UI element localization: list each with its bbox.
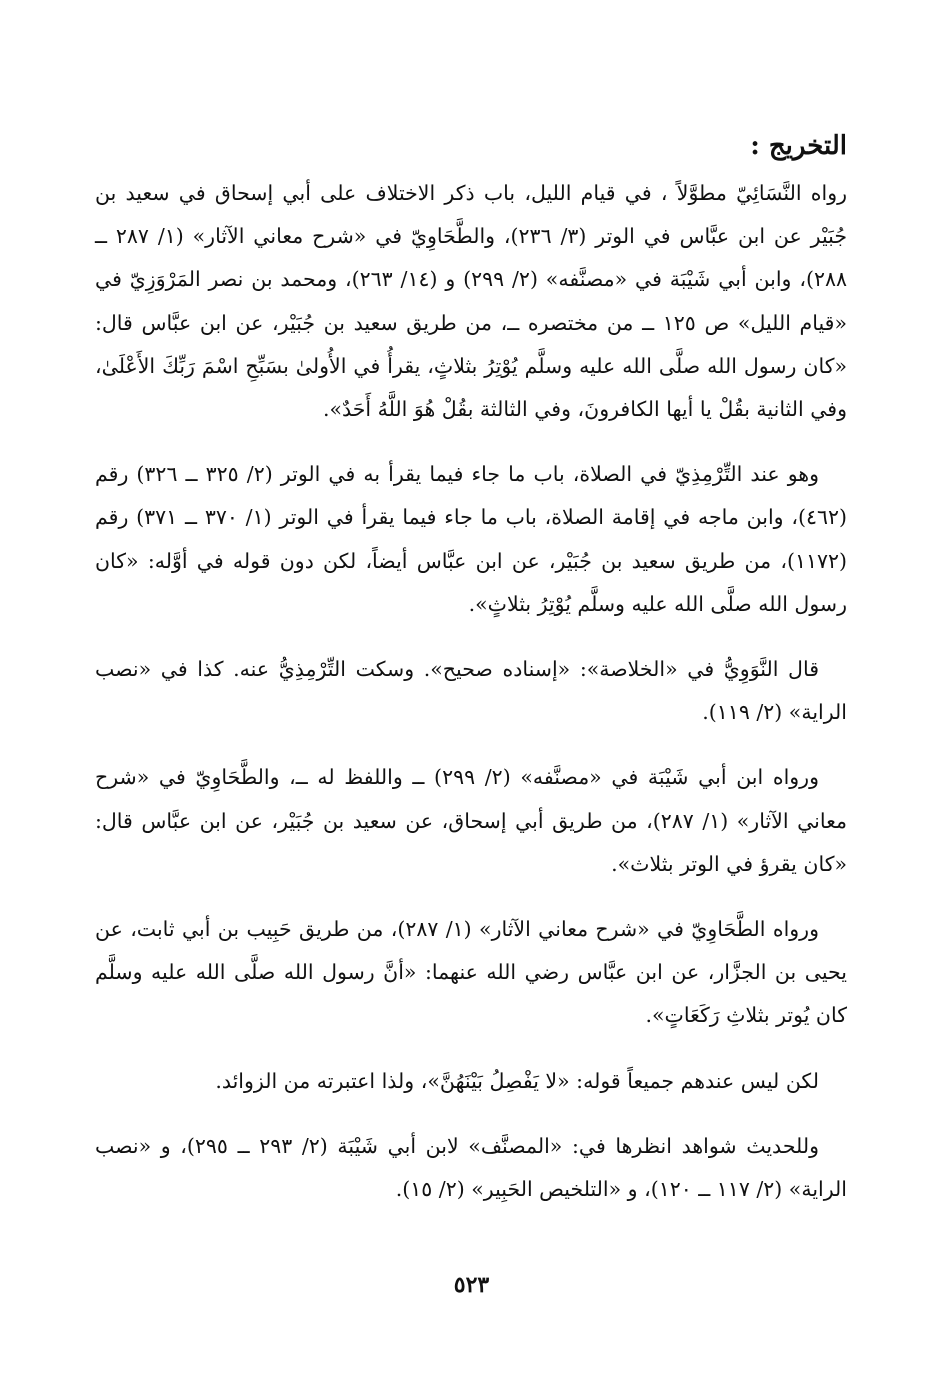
paragraph: ورواه ابن أبي شَيْبَة في «مصنَّفه» (٢/ ٢٩٩) ــ واللفظ له ــ، والطَّحَاوِيّ في «شرح معاني الآثار» (١/ ٢٨٧)، من طريق أبي إسحاق، عن سعيد بن جُبَيْر، عن ابن عبَّاس قال: «كان يقرؤ في الوتر بثلاث». [95,765,847,876]
section-heading: التخريج : [750,131,847,161]
paragraph: وهو عند التِّرْمِذِيّ في الصلاة، باب ما جاء فيما يقرأ به في الوتر (٢/ ٣٢٥ ــ ٣٢٦) رقم (٤٦٢)، وابن ماجه في إقامة الصلاة، باب ما جاء فيما يقرأ في الوتر (١/ ٣٧٠ ــ ٣٧١) رقم (١١٧٢)، من طريق سعيد بن جُبَيْر، عن ابن عبَّاس أيضاً، لكن دون قوله في أوَّله: «كان رسول الله صلَّى الله عليه وسلَّم يُوْتِرُ بثلاثٍ». [95,462,848,616]
paragraph: لكن ليس عندهم جميعاً قوله: «لا يَفْصِلُ بَيْنَهُنَّ»، ولذا اعتبرته من الزوائد. [215,1068,819,1093]
paragraph: وللحديث شواهد انظرها في: «المصنَّف» لابن أبي شَيْبَة (٢/ ٢٩٣ ــ ٢٩٥)، و «نصب الراية» (٢/ ١١٧ ــ ١٢٠)، و «التلخيص الحَبِير» (٢/ ١٥). [95,1133,847,1202]
page-number: ٥٢٣ [453,1272,490,1298]
paragraph: ورواه الطَّحَاوِيّ في «شرح معاني الآثار» (١/ ٢٨٧)، من طريق حَبِيب بن أبي ثابت، عن يحيى بن الجزَّار، عن ابن عبَّاس رضي الله عنهما: «أنَّ رسول الله صلَّى الله عليه وسلَّم كان يُوتر بثلاثِ رَكَعَاتٍ». [95,917,847,1028]
paragraph: قال النَّوَوِيُّ في «الخلاصة»: «إسناده صحيح». وسكت التِّرْمِذِيُّ عنه. كذا في «نصب الراية» (٢/ ١١٩). [95,657,847,725]
page-body [95,122,847,1233]
paragraph: رواه النَّسَائِيّ مطوَّلاً ، في قيام الليل، باب ذكر الاختلاف على أبي إسحاق في سعيد بن جُبَيْر عن ابن عبَّاس في الوتر (٣/ ٢٣٦)، والطَّحَاوِيّ في «شرح معاني الآثار» (١/ ٢٨٧ ــ ٢٨٨)، وابن أبي شَيْبَة في «مصنَّفه» (٢/ ٢٩٩) و (١٤/ ٢٦٣)، ومحمد بن نصر المَرْوَزِيّ في «قيام الليل» ص ١٢٥ ــ من مختصره ــ، من طريق سعيد بن جُبَيْر، عن ابن عبَّاس قال: «كان رسول الله صلَّى الله عليه وسلَّم يُوْتِرُ بثلاثٍ، يقرأُ في الأُولىٰ بسَبِّحِ اسْمَ رَبِّكَ الأَعْلَىٰ، وفي الثانية بقُلْ يا أيها الكافرونَ، وفي الثالثة بقُلْ هُوَ اللَّهُ أَحَدٌ». [95,181,848,422]
